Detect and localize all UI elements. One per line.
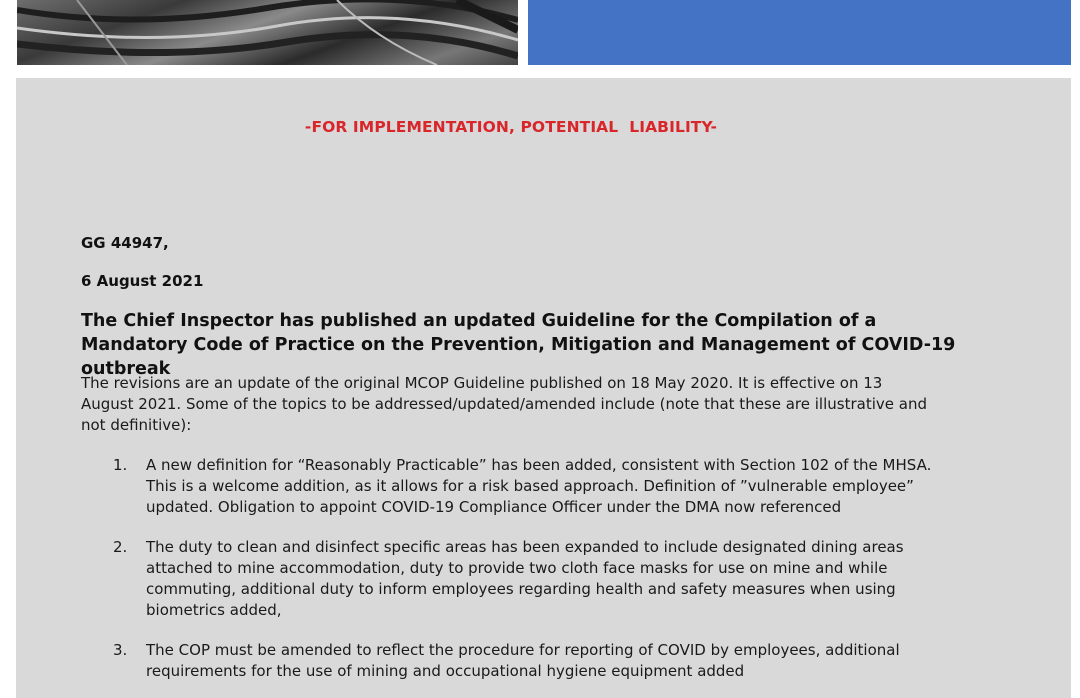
document-panel — [16, 78, 1071, 698]
list-item-text: The duty to clean and disinfect specific areas has been expanded to include designated dining areas attached to mine accommodation, duty to provide two cloth face masks for use on mine and while commuting, additional duty to inform employees regarding health and safety measures when using biometrics added, — [146, 538, 904, 619]
document-heading: The Chief Inspector has published an updated Guideline for the Compilation of a Mandatory Code of Practice on the Prevention, Mitigation and Management of COVID-19 outbreak — [81, 311, 956, 379]
intro-paragraph: The revisions are an update of the original MCOP Guideline published on 18 May 2020. It is effective on 13 August 2021. Some of the topics to be addressed/updated/amended include (note that these are illustrative and not definitive): — [81, 374, 927, 434]
list-item-number: 2. — [113, 538, 128, 556]
mine-header-image — [17, 0, 518, 65]
list-item-text: A new definition for “Reasonably Practicable” has been added, consistent with Section 102 of the MHSA. This is a welcome addition, as it allows for a risk based approach. Definition of ”vulnerable employee” updated. Obligation to appoint COVID-19 Compliance Officer under the DMA now referenced — [146, 456, 932, 516]
liability-notice: -FOR IMPLEMENTATION, POTENTIAL LIABILITY- — [304, 118, 718, 136]
gazette-reference: GG 44947, — [81, 234, 169, 252]
list-item-number: 3. — [113, 641, 128, 659]
open-pit-mine-illustration — [17, 0, 518, 65]
list-item-text: The COP must be amended to reflect the procedure for reporting of COVID by employees, additional requirements for the use of mining and occupational hygiene equipment added — [146, 641, 900, 680]
document-date: 6 August 2021 — [81, 272, 204, 290]
list-item-number: 1. — [113, 456, 128, 474]
title-banner — [528, 0, 1071, 65]
